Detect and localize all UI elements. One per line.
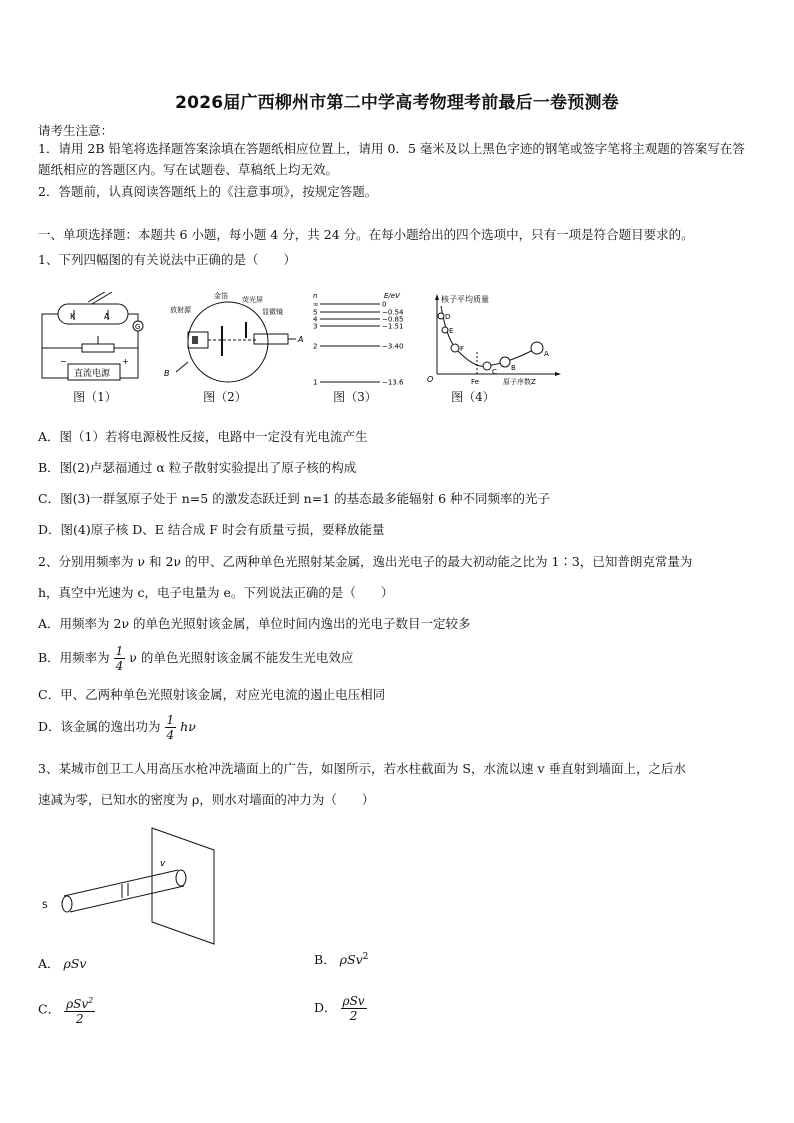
fig1-minus: −: [60, 357, 67, 366]
q3-option-c-fraction: [64, 994, 95, 1026]
fig1-label-k: K: [70, 312, 76, 321]
fig4-xlabel: 原子序数Z: [503, 378, 536, 386]
fig2-label-a: A: [298, 335, 304, 344]
q2-option-d-num: 1: [166, 713, 175, 727]
fig4-fe: Fe: [471, 378, 479, 386]
fig3-level-n: ∞: [313, 300, 319, 309]
q3-option-d-num: ρSv: [342, 994, 365, 1008]
fig4-nucleus-f: [451, 344, 459, 352]
fig4-nucleus-a: [531, 342, 543, 354]
q1-stem: 1、下列四幅图的有关说法中正确的是（ ）: [38, 252, 296, 267]
q3-option-d-fraction: [341, 994, 367, 1023]
q2-option-d-suffix: hν: [180, 719, 196, 734]
fig2-label-source: 放射源: [170, 306, 191, 314]
q1-option-c: C．图(3)一群氢原子处于 n=5 的激发态跃迁到 n=1 的基态最多能辐射 6 种不同频率的光子: [38, 491, 551, 506]
q3-option-c-label: C．: [38, 1001, 61, 1017]
fig3-level-n: 3: [313, 322, 318, 331]
fig3-level-e: −1.51: [382, 322, 404, 331]
fig1-plus: +: [122, 357, 129, 366]
q2-option-a: A．用频率为 2ν 的单色光照射该金属，单位时间内逸出的光电子数目一定较多: [38, 616, 471, 631]
fig4-nucleus-c: [483, 362, 491, 370]
fig1-label-g: G: [135, 323, 141, 331]
q1-figure-3: [310, 290, 410, 388]
q3-stem-line1: 3、某城市创卫工人用高压水枪冲洗墙面上的广告，如图所示，若水柱截面为 S，水流以速 v 垂直射到墙面上，之后水: [38, 761, 687, 776]
q3-option-b-sup: 2: [362, 951, 369, 962]
fig3-label-n: n: [313, 292, 318, 300]
q3-option-a-label: A．: [38, 956, 60, 971]
q2-stem-line2: h，真空中光速为 c，电子电量为 e。下列说法正确的是（ ）: [38, 585, 394, 600]
q2-option-b-prefix: B．用频率为: [38, 650, 110, 665]
fig2-caption: 图（2）: [203, 390, 247, 404]
q2-option-b: [38, 644, 353, 673]
fig3-level-e: −0.54: [382, 308, 404, 317]
fig4-label-e: E: [449, 327, 454, 335]
q2-option-b-fraction: [114, 644, 126, 673]
fig3-level-n: 2: [313, 342, 318, 351]
fig2-label-b: B: [164, 369, 170, 378]
q2-stem-line1: 2、分别用频率为 ν 和 2ν 的甲、乙两种单色光照射某金属，逸出光电子的最大初动能之比为 1∶3，已知普朗克常量为: [38, 554, 693, 569]
q2-option-d-den: 4: [166, 728, 175, 742]
fig3-level-e: −13.6: [382, 378, 404, 387]
fig2-label-screen: 荧光屏: [242, 296, 263, 304]
q1-figure-4: [425, 292, 565, 388]
fig3-caption: 图（3）: [333, 390, 377, 404]
fig4-nucleus-e: [442, 327, 448, 333]
q2-option-b-suffix: ν 的单色光照射该金属不能发生光电效应: [129, 650, 354, 665]
fig3-level-n: 1: [313, 378, 318, 387]
fig4-label-b: B: [511, 364, 516, 372]
q3-stem-line2: 速减为零，已知水的密度为 ρ，则水对墙面的冲力为（ ）: [38, 792, 375, 807]
notice-item-1: 1．请用 2B 铅笔将选择题答案涂填在答题纸相应位置上，请用 0．5 毫米及以上黑色字迹的钢笔或签字笔将主观题的答案写在答题纸相应的答题区内。写在试题卷、草稿纸上均无效。: [38, 141, 745, 177]
q3-option-d-label: D．: [314, 1000, 337, 1015]
fig4-label-d: D: [445, 313, 451, 321]
fig2-label-microscope: 显微镜: [262, 308, 283, 316]
notice-item-2: 2．答题前，认真阅读答题纸上的《注意事项》，按规定答题。: [38, 184, 378, 199]
q3-option-a: [38, 954, 87, 972]
q3-option-c: [38, 994, 95, 1026]
fig3-levels: [313, 301, 404, 387]
q3-option-d: [314, 994, 367, 1023]
q3-option-c-sup: 2: [88, 996, 94, 1005]
q3-option-b: [314, 950, 368, 968]
fig3-level-n: 4: [313, 315, 318, 324]
page-title: 2026届广西柳州市第二中学高考物理考前最后一卷预测卷: [175, 93, 619, 113]
q3-option-c-den: 2: [75, 1012, 84, 1026]
fig3-level-n: 5: [313, 308, 318, 317]
fig4-nucleus-d: [438, 313, 444, 319]
q1-option-b: B．图(2)卢瑟福通过 α 粒子散射实验提出了原子核的构成: [38, 460, 357, 475]
fig4-nucleus-b: [500, 357, 510, 367]
fig4-ylabel: 核子平均质量: [441, 295, 489, 304]
fig3-label-e: E/eV: [384, 292, 400, 300]
q1-figure-1: [38, 292, 150, 384]
q3-option-b-label: B．: [314, 952, 336, 967]
fig4-label-c: C: [492, 368, 497, 376]
fig3-level-e: −0.85: [382, 315, 404, 324]
q3-option-a-expr: ρSv: [63, 956, 87, 971]
q1-option-d: D．图(4)原子核 D、E 结合成 F 时会有质量亏损，要释放能量: [38, 522, 385, 537]
fig4-caption: 图（4）: [451, 390, 495, 404]
section-heading: 一、单项选择题：本题共 6 小题，每小题 4 分，共 24 分。在每小题给出的四个选项中，只有一项是符合题目要求的。: [38, 227, 694, 242]
q3-fig-label-v: v: [160, 859, 166, 869]
q1-figure-2: [158, 288, 308, 384]
fig1-label-a: A: [104, 312, 110, 321]
q2-option-d: [38, 713, 196, 742]
fig1-power-label: 直流电源: [74, 369, 111, 379]
q1-option-a: A．图（1）若将电源极性反接，电路中一定没有光电流产生: [38, 429, 368, 444]
fig4-origin: O: [427, 375, 434, 384]
notice-heading: 请考生注意：: [38, 123, 114, 138]
q2-option-b-num: 1: [115, 644, 124, 658]
fig3-level-e: −3.40: [382, 342, 404, 351]
q3-fig-label-s: S: [42, 901, 48, 911]
q3-option-d-den: 2: [349, 1009, 358, 1023]
q2-option-b-den: 4: [115, 659, 124, 673]
q3-option-b-expr: ρSv: [339, 952, 363, 967]
fig1-caption: 图（1）: [73, 390, 117, 404]
q2-option-c: C．甲、乙两种单色光照射该金属，对应光电流的遏止电压相同: [38, 687, 386, 702]
q2-option-d-prefix: D．该金属的逸出功为: [38, 719, 161, 734]
q3-figure: [38, 826, 228, 946]
fig4-label-a: A: [544, 350, 549, 358]
fig3-level-e: 0: [382, 300, 387, 309]
q3-option-c-num: ρSv: [66, 997, 89, 1011]
fig4-points: [438, 313, 549, 376]
fig4-label-f: F: [460, 345, 465, 353]
q2-option-d-fraction: [165, 713, 177, 742]
fig2-label-gold: 金箔: [214, 292, 228, 300]
